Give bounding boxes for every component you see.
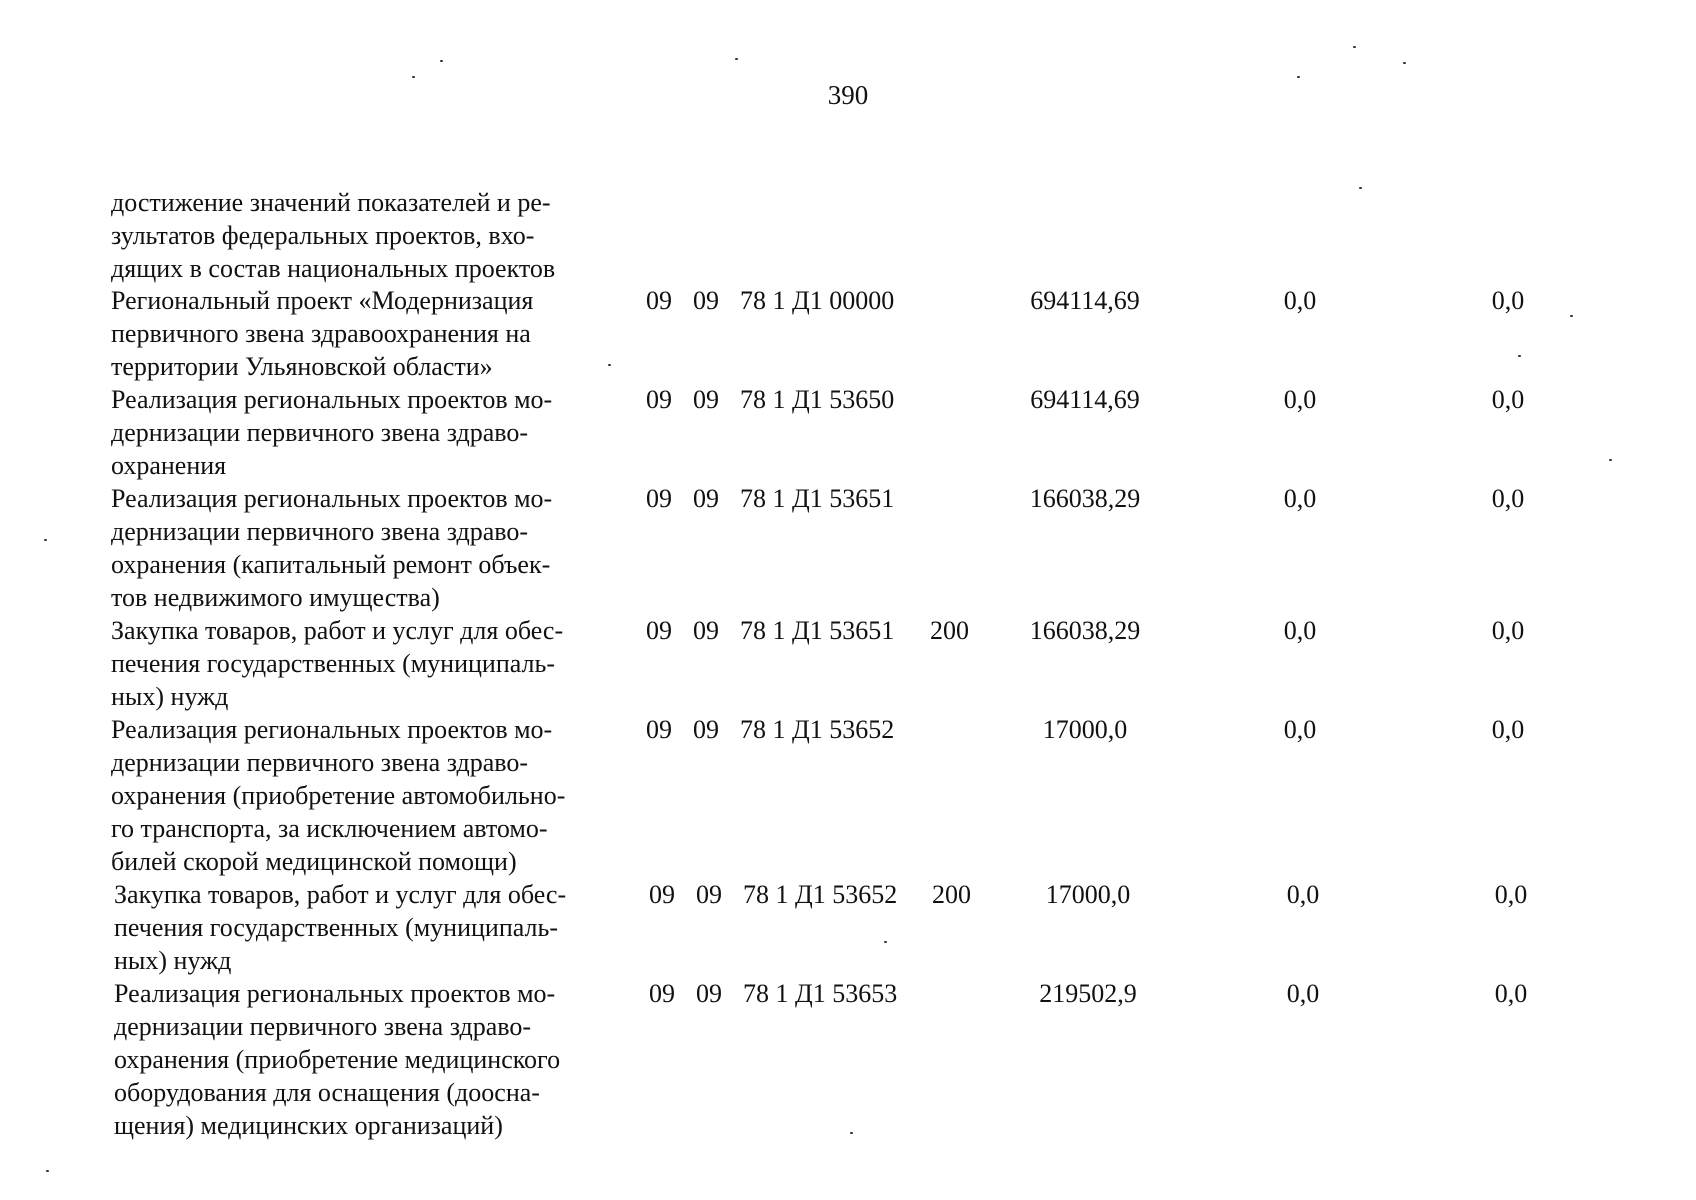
subsection-code: 09: [693, 715, 719, 744]
scan-speck: [1403, 62, 1406, 64]
amount-year-1: 219502,9: [1039, 979, 1137, 1008]
amount-year-2: 0,0: [1283, 484, 1317, 513]
scan-speck: [1609, 459, 1612, 461]
scan-speck: [440, 60, 443, 62]
amount-year-1: 17000,0: [1042, 715, 1128, 744]
target-article-code: 78 1 Д1 53651: [740, 484, 895, 513]
amount-year-2: 0,0: [1283, 616, 1317, 645]
amount-year-2: 0,0: [1286, 979, 1320, 1008]
section-code: 09: [646, 484, 672, 513]
scan-speck: [1518, 355, 1521, 357]
row-description: Закупка товаров, работ и услуг для обес- печения государственных (муниципаль- ных) нужд: [111, 616, 564, 711]
section-code: 09: [646, 616, 672, 645]
section-code: 09: [649, 880, 675, 909]
scan-speck: [412, 76, 415, 78]
expense-type-code: 200: [932, 880, 971, 909]
scan-speck: [1353, 46, 1356, 48]
section-code: 09: [646, 715, 672, 744]
row-description: Реализация региональных проектов мо- дернизации первичного звена здраво- охранения (капитальный ремонт объек- тов недвижимого имущества): [111, 484, 553, 612]
target-article-code: 78 1 Д1 53652: [740, 715, 895, 744]
scan-speck: [850, 1132, 853, 1134]
amount-year-1: 166038,29: [1029, 484, 1141, 513]
row-description: Региональный проект «Модернизация первичного звена здравоохранения на территории Ульяновской области»: [111, 286, 534, 381]
target-article-code: 78 1 Д1 53651: [740, 616, 895, 645]
amount-year-1: 694114,69: [1030, 385, 1140, 414]
intro-text: достижение значений показателей и ре- зультатов федеральных проектов, вхо- дящих в состав национальных проектов: [111, 188, 556, 283]
page-number: 390: [827, 80, 869, 110]
section-code: 09: [649, 979, 675, 1008]
section-code: 09: [646, 286, 672, 315]
scan-speck: [1359, 187, 1362, 189]
target-article-code: 78 1 Д1 00000: [740, 286, 895, 315]
subsection-code: 09: [693, 385, 719, 414]
amount-year-3: 0,0: [1491, 385, 1525, 414]
row-description: Реализация региональных проектов мо- дернизации первичного звена здраво- охранения (приобретение медицинского оборудования для оснащения (дооcна- щения) медицинских организаций): [114, 979, 561, 1140]
row-description: Закупка товаров, работ и услуг для обес- печения государственных (муниципаль- ных) нужд: [114, 880, 567, 975]
amount-year-3: 0,0: [1491, 715, 1525, 744]
amount-year-2: 0,0: [1283, 286, 1317, 315]
row-description: Реализация региональных проектов мо- дернизации первичного звена здраво- охранения: [111, 385, 553, 480]
target-article-code: 78 1 Д1 53653: [743, 979, 898, 1008]
scan-speck: [608, 364, 611, 366]
row-description: Реализация региональных проектов мо- дернизации первичного звена здраво- охранения (приобретение автомобильно- го транспорта, за исключением автомо- билей скорой медицинской помощи): [111, 715, 566, 876]
section-code: 09: [646, 385, 672, 414]
subsection-code: 09: [696, 880, 722, 909]
scan-speck: [46, 1170, 49, 1172]
target-article-code: 78 1 Д1 53650: [740, 385, 895, 414]
scan-speck: [884, 941, 887, 943]
amount-year-3: 0,0: [1494, 880, 1528, 909]
target-article-code: 78 1 Д1 53652: [743, 880, 898, 909]
amount-year-1: 694114,69: [1030, 286, 1140, 315]
subsection-code: 09: [693, 616, 719, 645]
expense-type-code: 200: [930, 616, 969, 645]
amount-year-2: 0,0: [1283, 715, 1317, 744]
amount-year-3: 0,0: [1494, 979, 1528, 1008]
scan-speck: [1570, 315, 1573, 317]
scan-speck: [735, 58, 738, 60]
subsection-code: 09: [696, 979, 722, 1008]
amount-year-1: 17000,0: [1045, 880, 1131, 909]
amount-year-1: 166038,29: [1029, 616, 1141, 645]
amount-year-2: 0,0: [1286, 880, 1320, 909]
subsection-code: 09: [693, 484, 719, 513]
subsection-code: 09: [693, 286, 719, 315]
amount-year-3: 0,0: [1491, 484, 1525, 513]
scan-speck: [44, 539, 47, 541]
scan-speck: [1297, 76, 1300, 78]
amount-year-3: 0,0: [1491, 616, 1525, 645]
amount-year-3: 0,0: [1491, 286, 1525, 315]
amount-year-2: 0,0: [1283, 385, 1317, 414]
